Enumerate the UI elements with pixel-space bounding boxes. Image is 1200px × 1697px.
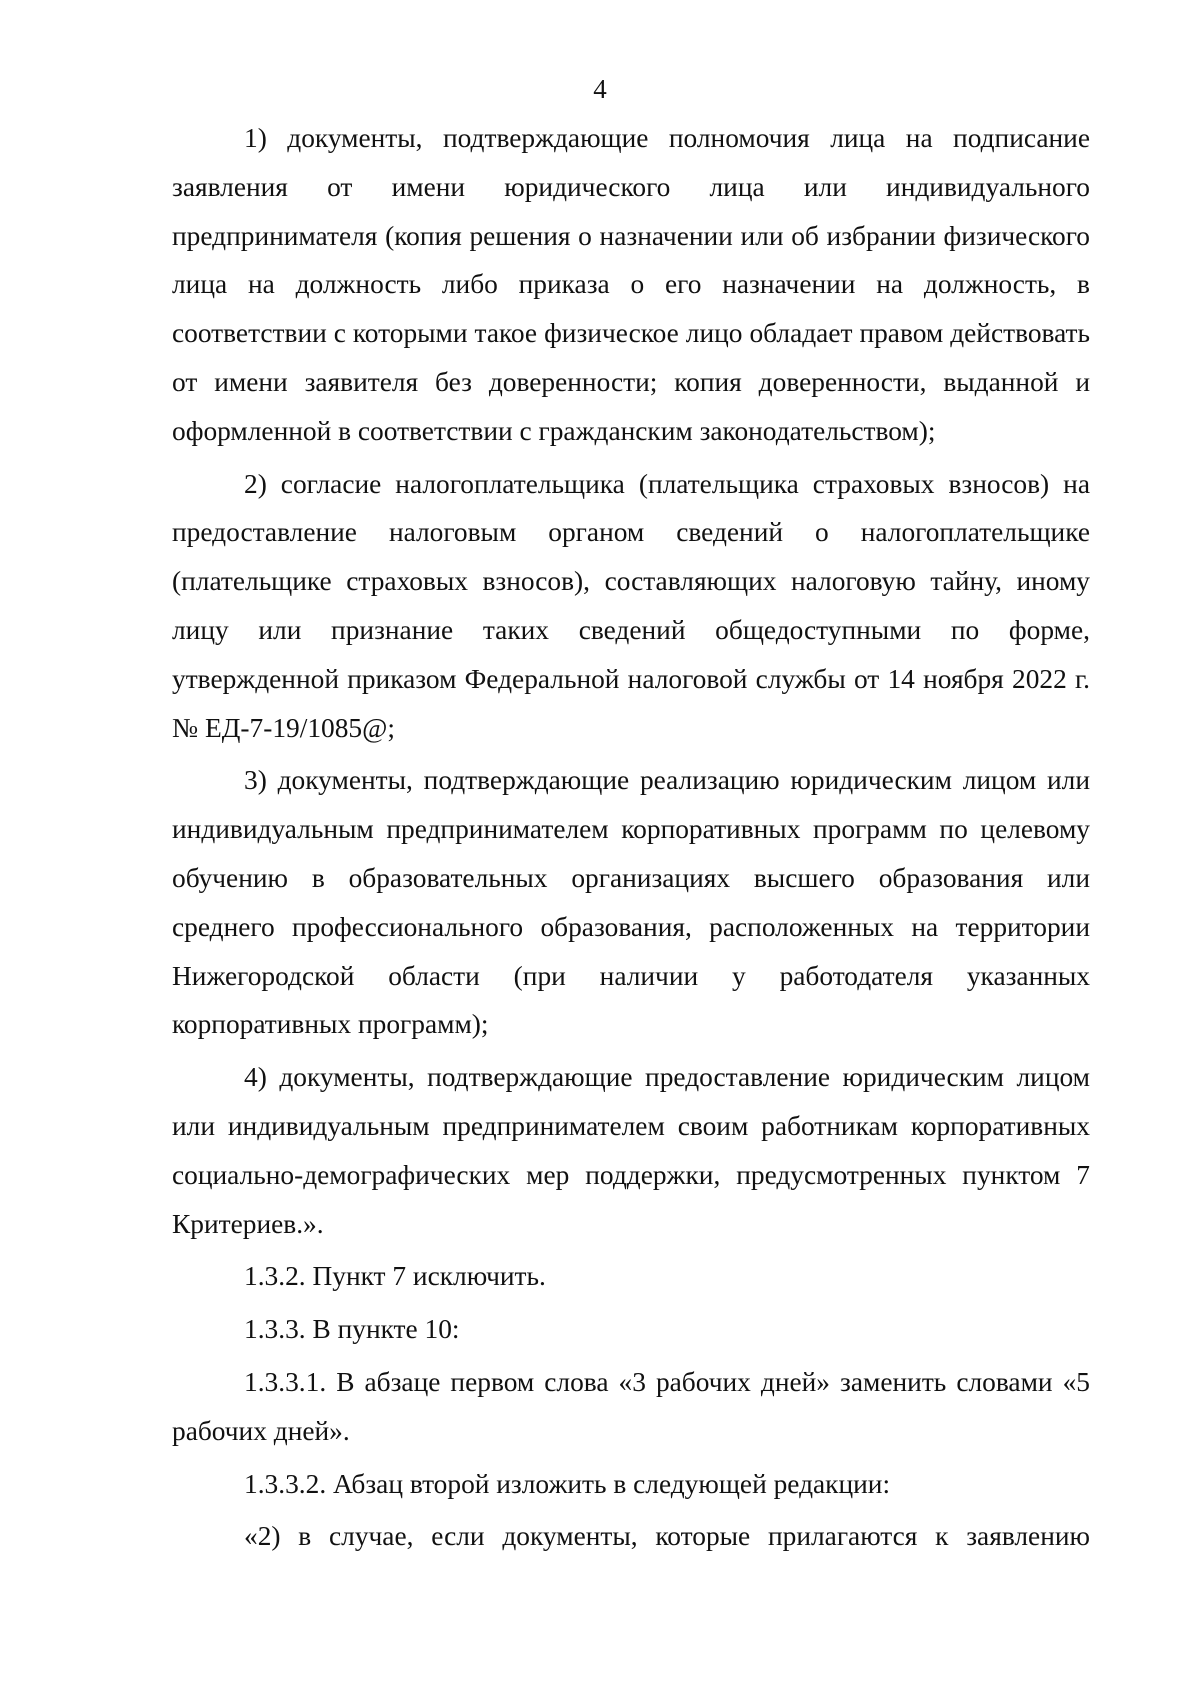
paragraph-clause-1-3-3-1: 1.3.3.1. В абзаце первом слова «3 рабочих дней» заменить словами «5 рабочих дней».: [172, 1366, 1090, 1446]
paragraph-item-2: 2) согласие налогоплательщика (плательщика страховых взносов) на предоставление налоговым органом сведений о налогоплательщике (плательщике страховых взносов), составляющих налоговую тайну, иному лицу или признание таких сведений общедоступными по форме, утвержденной приказом Федеральной налоговой службы от 14 ноября 2022 г. № ЕД-7-19/1085@;: [172, 468, 1090, 743]
page-number: 4: [593, 74, 607, 104]
paragraph-item-3: 3) документы, подтверждающие реализацию юридическим лицом или индивидуальным предпринимателем корпоративных программ по целевому обучению в образовательных организациях высшего образования или среднего профессионального образования, расположенных на территории Нижегородской области (при наличии у работодателя указанных корпоративных программ);: [172, 765, 1090, 1040]
paragraph-clause-1-3-3-2: 1.3.3.2. Абзац второй изложить в следующей редакции:: [244, 1468, 891, 1499]
paragraph-item-1: 1) документы, подтверждающие полномочия лица на подписание заявления от имени юридического лица или индивидуального предпринимателя (копия решения о назначении или об избрании физического лица на должность либо приказа о его назначении на должность, в соответствии с которыми такое физическое лицо обладает правом действовать от имени заявителя без доверенности; копия доверенности, выданной и оформленной в соответствии с гражданским законодательством);: [172, 123, 1090, 446]
paragraph-quoted-item-2: «2) в случае, если документы, которые прилагаются к заявлению: [244, 1521, 1090, 1552]
paragraph-clause-1-3-2: 1.3.2. Пункт 7 исключить.: [244, 1261, 546, 1292]
paragraph-item-4: 4) документы, подтверждающие предоставление юридическим лицом или индивидуальным предпринимателем своим работникам корпоративных социально-демографических мер поддержки, предусмотренных пунктом 7 Критериев.».: [172, 1062, 1090, 1239]
document-body: [172, 110, 1090, 1561]
paragraph-clause-1-3-3: 1.3.3. В пункте 10:: [244, 1314, 460, 1345]
